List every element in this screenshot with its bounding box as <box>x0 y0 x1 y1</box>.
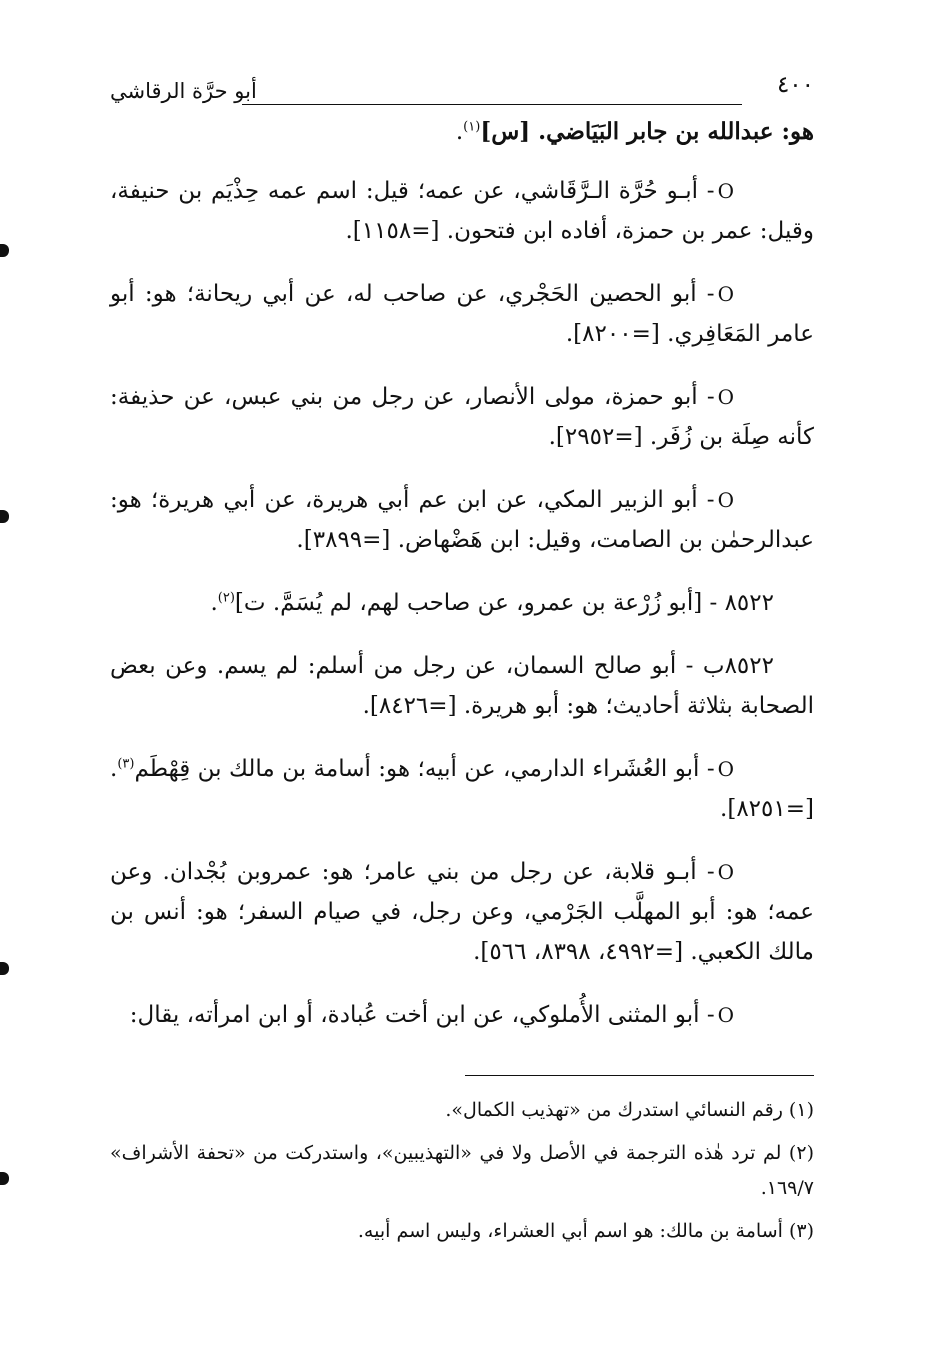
running-head <box>110 70 814 110</box>
entry <box>110 852 814 972</box>
footnote: (٢) لم ترد هٰذه الترجمة في الأصل ولا في «التهذيبين»، واستدركت من «تحفة الأشراف» ١٦٩/٧. <box>110 1142 814 1199</box>
running-title: أبو حرَّة الرقاشي <box>110 79 257 103</box>
entry-text: - أبو الحصين الحَجْري، عن صاحب له، عن أبي ريحانة؛ هو: أبو عامر المَعَافِري. [=٨٢٠٠]. <box>110 281 814 347</box>
entry-text: هو: عبدالله بن جابر البَيَاضي. [س] <box>480 118 814 145</box>
scan-edge-mark <box>0 510 9 523</box>
footnotes <box>110 1093 814 1257</box>
entry-text: - أبـو قلابة، عن رجل من بني عامر؛ هو: عمروبن بُجْدان. وعن عمه؛ هو: أبو المهلَّب الجَرْمي، وعن رجل، في صيام السفر؛ هو: أنس بن مالك الكعبي. [=٤٩٩٢، ٨٣٩٨، ٥٦٦]. <box>110 859 814 965</box>
page-number: ٤٠٠ <box>776 72 814 98</box>
entry-numbered <box>110 583 814 623</box>
entry <box>110 274 814 354</box>
footnote-divider <box>465 1075 814 1076</box>
entry <box>110 171 814 251</box>
entry-continuation <box>110 112 814 152</box>
entry <box>110 480 814 560</box>
entry-numbered <box>110 646 814 726</box>
entry-end: . <box>455 119 464 145</box>
header-rule <box>242 104 742 105</box>
footnote-ref: (٣) <box>117 756 135 772</box>
circle-marker-icon: O <box>717 385 734 409</box>
entry <box>110 995 814 1035</box>
footnote: (١) رقم النسائي استدرك من «تهذيب الكمال». <box>445 1099 814 1121</box>
entries-body <box>110 112 814 1058</box>
entry-end: . [=٨٢٥١]. <box>110 756 814 822</box>
circle-marker-icon: O <box>717 860 734 884</box>
footnote: (٣) أسامة بن مالك: هو اسم أبي العشراء، وليس اسم أبيه. <box>357 1220 814 1242</box>
entry-text: ٨٥٢٢ - [أبو زُرْعة بن عمرو، عن صاحب لهم، لم يُسَمَّ. ت] <box>234 590 774 616</box>
entry <box>110 749 814 829</box>
entry-text: - أبـو حُرَّة الـرَّقَاشي، عن عمه؛ قيل: اسم عمه حِذْيَم بن حنيفة، وقيل: عمر بن حمزة، أفاده ابن فتحون. [=١١٥٨]. <box>110 178 814 244</box>
entry-text: - أبو الزبير المكي، عن ابن عم أبي هريرة، عن أبي هريرة؛ هو: عبدالرحمٰن بن الصامت، وقيل: ابن هَضْهاض. [=٣٨٩٩]. <box>110 487 814 553</box>
entry-text: - أبو العُشَراء الدارمي، عن أبيه؛ هو: أسامة بن مالك بن قِهْطَم <box>134 756 715 782</box>
circle-marker-icon: O <box>717 179 734 203</box>
circle-marker-icon: O <box>717 488 734 512</box>
scan-edge-mark <box>0 962 9 975</box>
scan-edge-mark <box>0 1172 9 1185</box>
entry-text: - أبو المثنى الأُملوكي، عن ابن أخت عُبادة، أو ابن امرأته، يقال: <box>129 1002 715 1028</box>
scan-edge-mark <box>0 244 9 257</box>
entry-text: - أبو حمزة، مولى الأنصار، عن رجل من بني عبس، عن حذيفة: كأنه صِلَة بن زُفَر. [=٢٩٥٢]. <box>110 384 814 450</box>
footnote-ref: (٢) <box>217 590 235 606</box>
circle-marker-icon: O <box>717 1003 734 1027</box>
entry-end: . <box>210 590 218 616</box>
entry-text: ٨٥٢٢ب - أبو صالح السمان، عن رجل من أسلم: لم يسم. وعن بعض الصحابة بثلاثة أحاديث؛ هو: أبو هريرة. [=٨٤٢٦]. <box>110 653 814 719</box>
entry <box>110 377 814 457</box>
circle-marker-icon: O <box>717 282 734 306</box>
circle-marker-icon: O <box>717 757 734 781</box>
footnote-ref: (١) <box>463 119 481 135</box>
